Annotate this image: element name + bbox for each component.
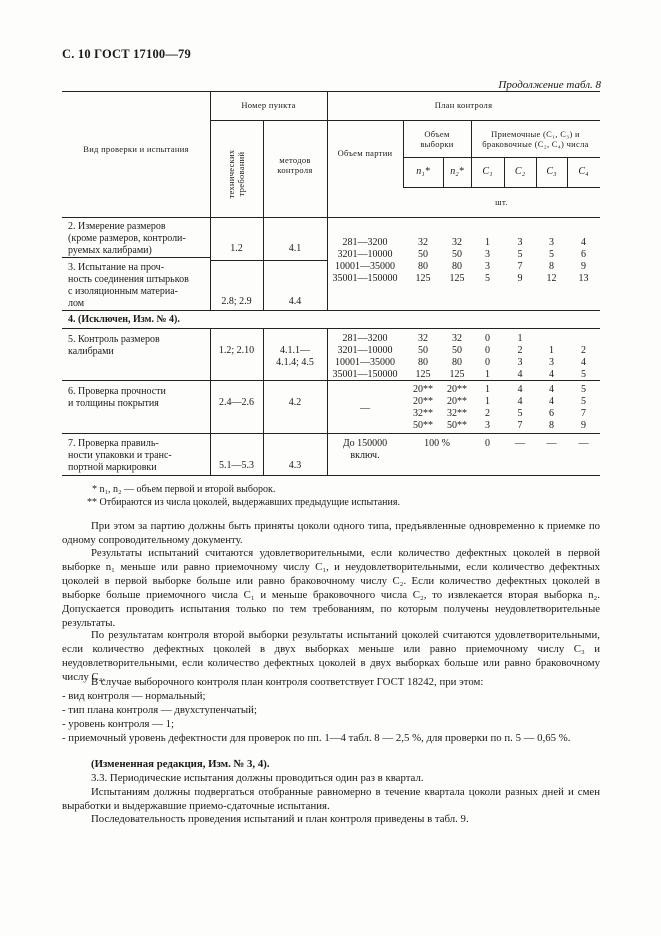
- row-7-batch: До 150000 включ.: [342, 438, 388, 461]
- row-23-batch: 281—3200 3201—10000 10001—35000 35001—150000: [332, 237, 398, 284]
- footnote-2: ** Отбираются из числа цоколей, выдержавших предыдущие испытания.: [87, 497, 400, 508]
- row-23-c1: 1 3 3 5: [485, 237, 490, 284]
- row-3-tech-req: 2.8; 2.9: [221, 296, 252, 307]
- row-6-tech-req: 2.4—2.6: [219, 397, 254, 408]
- row-6-name: 6. Проверка прочности и толщины покрытия: [68, 386, 166, 409]
- row-7-c4: —: [578, 438, 589, 449]
- row-rule-6: [62, 433, 600, 434]
- header-n1: n₁*: [416, 166, 430, 177]
- table-continuation-label: Продолжение табл. 8: [498, 79, 601, 91]
- page-title: С. 10 ГОСТ 17100—79: [62, 47, 191, 61]
- row-23-c4: 4 6 9 13: [578, 237, 589, 284]
- header-sample-2: выборки: [420, 139, 454, 149]
- row-5-tech-req: 1.2; 2.10: [218, 345, 255, 356]
- row-5-c3: 1 3 4: [549, 345, 554, 380]
- row-6-c2: 4 4 5 7: [517, 384, 523, 431]
- row-7-method: 4.3: [288, 460, 302, 471]
- row-rule-2b: [210, 260, 327, 261]
- paragraph-test-sequence: Последовательность проведения испытаний и план контроля приведены в табл. 9.: [91, 813, 469, 825]
- header-accept-1: Приемочные (C₁, C₃) и: [491, 129, 580, 139]
- row-7-sample: 100 %: [424, 438, 450, 449]
- row-6-c4: 5 5 7 9: [581, 384, 586, 431]
- header-c3: C₃: [546, 166, 557, 177]
- row-7-c3: —: [546, 438, 557, 449]
- header-batch-size: Объем партии: [337, 148, 393, 158]
- row-6-c3: 4 4 6 8: [549, 384, 554, 431]
- header-c1: C₁: [482, 166, 493, 177]
- header-methods-2: контроля: [277, 165, 313, 175]
- row-6-c1: 1 1 2 3: [485, 384, 490, 431]
- header-plan: План контроля: [434, 100, 493, 110]
- header-methods-1: методов: [279, 155, 311, 165]
- list-item-acceptance-level: - приемочный уровень дефектности для проверок по пп. 1—4 табл. 8 — 2,5 %, для проверки по п. 5 — 0,65 %.: [62, 732, 571, 744]
- list-item-control-type: - вид контроля — нормальный;: [62, 690, 206, 702]
- table-top-rule: [62, 91, 600, 92]
- header-rule-2: [403, 157, 600, 158]
- header-rule-1: [210, 120, 600, 121]
- header-c4: C₄: [578, 166, 589, 177]
- row-23-c2: 3 5 7 9: [517, 237, 523, 284]
- row-5-c4: 2 4 5: [581, 345, 586, 380]
- header-accept-2: браковочные (C₂, C₄) числа: [482, 139, 589, 149]
- header-sample-1: Объем: [424, 129, 450, 139]
- row-7-name: 7. Проверка правиль- ности упаковки и транс- портной маркировки: [68, 438, 172, 473]
- row-2-name: 2. Измерение размеров (кроме размеров, контроли- руемых калибрами): [68, 221, 186, 256]
- footnote-1: * n₁, n₂ — объем первой и второй выборок.: [92, 484, 276, 495]
- col-rule-2a: [263, 120, 264, 310]
- paragraph-periodic-tests: 3.3. Периодические испытания должны проводиться один раз в квартал.: [91, 772, 424, 784]
- row-3-name: 3. Испытание на проч- ность соединения штырьков с изоляционным материа- лом: [68, 262, 189, 309]
- paragraph-second-sample: По результатам контроля второй выборки результаты испытаний цоколей считаются удовлетворительными, если количество дефектных цоколей в двух выборках меньше или равно приемочному числу C₃ и неудовлетворительными, если количество дефектных цоколей в двух выборках больше или равно браковочному числу C₄.: [62, 629, 600, 683]
- row-2-tech-req: 1.2: [230, 243, 243, 254]
- paragraph-first-sample: Результаты испытаний считаются удовлетворительными, если количество дефектных цоколей в первой выборке n₁ меньше или равно приемочному числу C₁, и неудовлетворительными, если количество дефектных цоколей в первой выборке больше или равно браковочному числу C₂. Если количество дефектных цоколей в выборке больше приемочного числа C₁ и меньше браковочного числа C₂, то извлекается вторая выборка n₂. Допускается проводить испытания только по тем требованиям, по которым получены неудовлетворительные результаты.: [62, 547, 600, 629]
- list-item-plan-type: - тип плана контроля — двухступенчатый;: [62, 704, 257, 716]
- row-5-n1: 32 50 80 125: [415, 333, 431, 380]
- row-23-n2: 32 50 80 125: [449, 237, 465, 284]
- row-5-c2: 1 2 3 4: [517, 333, 523, 380]
- col-rule-1a: [210, 91, 211, 310]
- row-2-method: 4.1: [288, 243, 302, 254]
- row-rule-4: [62, 328, 600, 329]
- row-3-method: 4.4: [288, 296, 302, 307]
- row-7-c2: —: [515, 438, 525, 449]
- row-7-c1: 0: [485, 438, 490, 449]
- row-6-n2: 20** 20** 32** 50**: [447, 384, 467, 431]
- header-item-number: Номер пункта: [241, 100, 296, 110]
- row-5-name: 5. Контроль размеров калибрами: [68, 334, 160, 357]
- header-tech-req: технических требований: [226, 149, 246, 199]
- list-item-control-level: - уровень контроля — 1;: [62, 718, 175, 730]
- table-bottom-rule: [62, 475, 600, 476]
- header-pcs: шт.: [495, 197, 508, 207]
- row-6-method: 4.2: [288, 397, 302, 408]
- header-c2: C₂: [514, 166, 526, 177]
- paragraph-sample-selection: Испытаниям должны подвергаться отобранные равномерно в течение квартала цоколи разных дней и смен выработки и выдержавшие приемо-сдаточные испытания.: [62, 786, 600, 812]
- row-23-c3: 3 5 8 12: [546, 237, 557, 284]
- row-5-c1: 0 0 0 1: [485, 333, 490, 380]
- header-n2: n₂*: [450, 166, 464, 177]
- header-rule-3: [403, 187, 600, 188]
- row-23-n1: 32 50 80 125: [415, 237, 431, 284]
- row-rule-3: [62, 310, 600, 311]
- row-7-tech-req: 5.1—5.3: [219, 460, 254, 471]
- row-5-method: 4.1.1— 4.1.4; 4.5: [276, 345, 314, 368]
- row-5-n2: 32 50 80 125: [449, 333, 465, 380]
- header-bottom-rule: [62, 217, 600, 218]
- row-6-n1: 20** 20** 32** 50**: [413, 384, 433, 431]
- edition-note: (Измененная редакция, Изм. № 3, 4).: [91, 758, 270, 770]
- paragraph-sampling-plan: В случае выборочного контроля план контроля соответствует ГОСТ 18242, при этом:: [91, 676, 484, 688]
- row-4-name: 4. (Исключен, Изм. № 4).: [68, 314, 180, 325]
- header-test-type: Вид проверки и испытания: [83, 144, 189, 154]
- row-rule-2a: [62, 257, 210, 258]
- row-5-batch: 281—3200 3201—10000 10001—35000 35001—150000: [332, 333, 398, 380]
- row-6-batch: —: [360, 403, 370, 414]
- paragraph-batch-definition: При этом за партию должны быть приняты цоколи одного типа, предъявленные одновременно к приемке по одному сопроводительному документу.: [62, 520, 600, 546]
